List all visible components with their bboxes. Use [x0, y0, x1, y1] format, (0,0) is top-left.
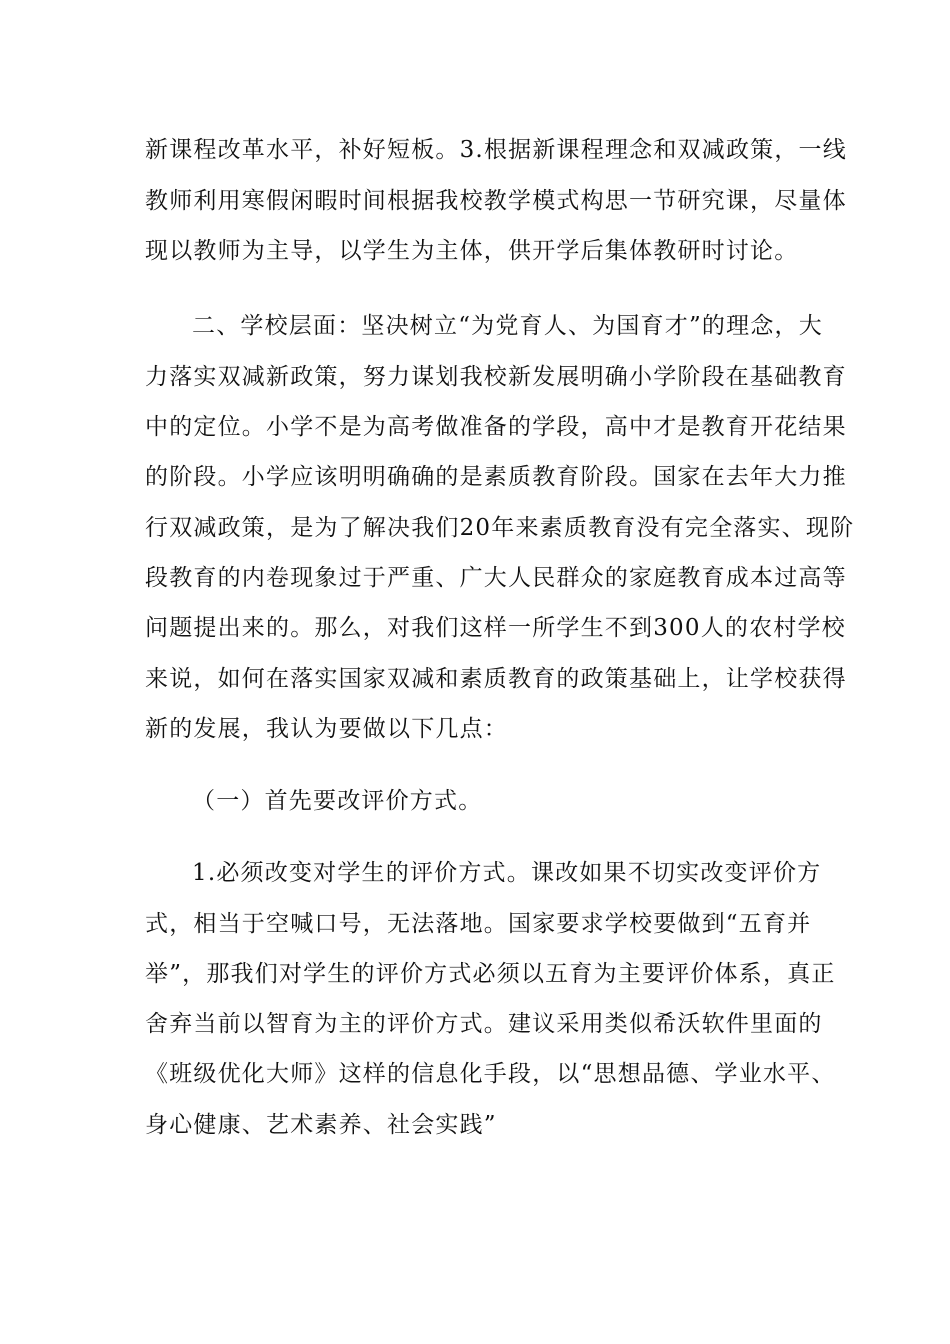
text-line: 舍弃当前以智育为主的评价方式。建议采用类似希沃软件里面的 [145, 1011, 823, 1037]
text-line: 段教育的内卷现象过于严重、广大人民群众的家庭教育成本过高等 [145, 565, 847, 591]
text-line: 现以教师为主导，以学生为主体，供开学后集体教研时讨论。 [145, 238, 799, 264]
text-line: 力落实双减新政策，努力谋划我校新发展明确小学阶段在基础教育 [145, 364, 847, 390]
text-line: 身心健康、艺术素养、社会实践” [145, 1112, 497, 1138]
text-line: 新的发展，我认为要做以下几点： [145, 716, 508, 742]
paragraph-heading: 二、学校层面：坚决树立“为党育人、为国育才”的理念，大 [192, 313, 823, 339]
text-line: 式，相当于空喊口号，无法落地。国家要求学校要做到“五育并 [145, 911, 812, 937]
text-line: 行双减政策，是为了解决我们20年来素质教育没有完全落实、现阶 [145, 515, 855, 541]
text-line: 来说，如何在落实国家双减和素质教育的政策基础上，让学校获得 [145, 666, 847, 692]
text-line: 举”，那我们对学生的评价方式必须以五育为主要评价体系，真正 [145, 961, 836, 987]
text-line: 1.必须改变对学生的评价方式。课改如果不切实改变评价方 [192, 860, 822, 886]
text-line: 的阶段。小学应该明明确确的是素质教育阶段。国家在去年大力推 [145, 464, 847, 490]
text-line: 中的定位。小学不是为高考做准备的学段，高中才是教育开花结果 [145, 414, 847, 440]
text-line: 问题提出来的。那么，对我们这样一所学生不到300人的农村学校 [145, 615, 846, 641]
text-line: 《班级优化大师》这样的信息化手段，以“思想品德、学业水平、 [145, 1061, 836, 1087]
section-heading: （一）首先要改评价方式。 [192, 788, 483, 814]
text-line: 新课程改革水平，补好短板。3.根据新课程理念和双减政策，一线 [145, 137, 847, 163]
text-line: 教师利用寒假闲暇时间根据我校教学模式构思一节研究课，尽量体 [145, 188, 847, 214]
